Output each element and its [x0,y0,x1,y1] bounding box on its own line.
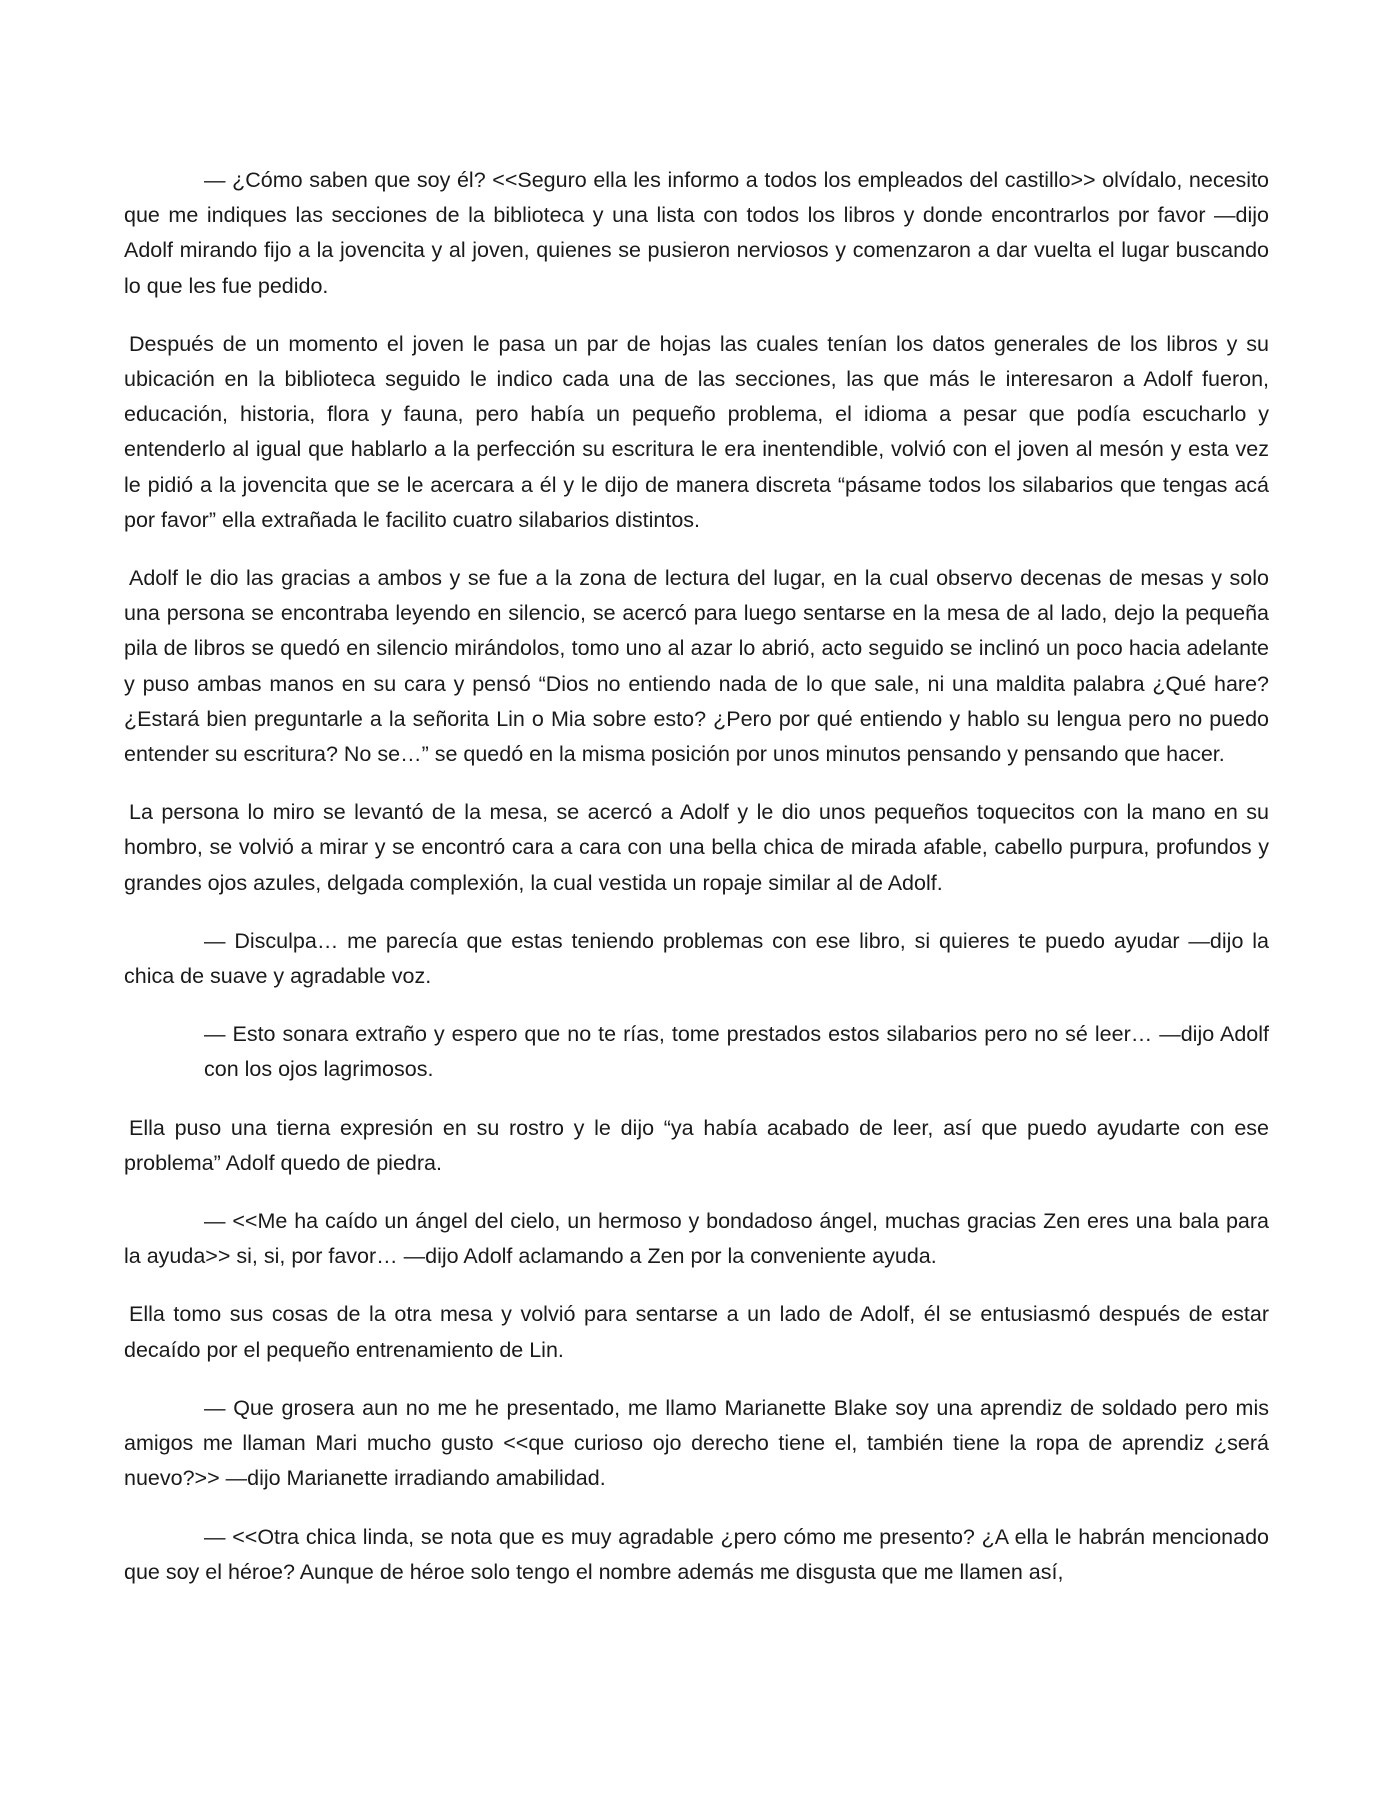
paragraph-dialogue-6: — <<Otra chica linda, se nota que es muy agradable ¿pero cómo me presento? ¿A ella le habrán mencionado que soy el héroe? Aunque de héroe solo tengo el nombre además me disgusta que me llamen así, [124,1524,1269,1584]
paragraph-narration-5: Ella tomo sus cosas de la otra mesa y volvió para sentarse a un lado de Adolf, él se entusiasmó después de estar decaído por el pequeño entrenamiento de Lin. [124,1302,1269,1362]
paragraph-narration-3: La persona lo miro se levantó de la mesa, se acercó a Adolf y le dio unos pequeños toquecitos con la mano en su hombro, se volvió a mirar y se encontró cara a cara con una bella chica de mirada afable, cabello purpura, profundos y grandes ojos azules, delgada complexión, la cual vestida un ropaje similar al de Adolf. [124,800,1269,895]
paragraph-dialogue-5: — Que grosera aun no me he presentado, me llamo Marianette Blake soy una aprendiz de soldado pero mis amigos me llaman Mari mucho gusto <<que curioso ojo derecho tiene el, también tiene la ropa de aprendiz ¿será nuevo?>> —dijo Marianette irradiando amabilidad. [124,1395,1269,1491]
paragraph-dialogue-3: — Esto sonara extraño y espero que no te rías, tome prestados estos silabarios pero no sé leer… —dijo Adolf con los ojos lagrimosos. [204,1022,1269,1082]
paragraph-dialogue-4: — <<Me ha caído un ángel del cielo, un hermoso y bondadoso ángel, muchas gracias Zen eres una bala para la ayuda>> si, si, por favor… —dijo Adolf aclamando a Zen por la conveniente ayuda. [124,1209,1269,1269]
paragraph-narration-2: Adolf le dio las gracias a ambos y se fue a la zona de lectura del lugar, en la cual observo decenas de mesas y solo una persona se encontraba leyendo en silencio, se acercó para luego sentarse en la mesa de al lado, dejo la pequeña pila de libros se quedó en silencio mirándolos, tomo uno al azar lo abrió, acto seguido se inclinó un poco hacia adelante y puso ambas manos en su cara y pensó “Dios no entiendo nada de lo que sale, ni una maldita palabra ¿Qué hare? ¿Estará bien preguntarle a la señorita Lin o Mia sobre esto? ¿Pero por qué entiendo y hablo su lengua pero no puedo entender su escritura? No se…” se quedó en la misma posición por unos minutos pensando y pensando que hacer. [124,566,1269,767]
paragraph-narration-1: Después de un momento el joven le pasa un par de hojas las cuales tenían los datos generales de los libros y su ubicación en la biblioteca seguido le indico cada una de las secciones, las que más le interesaron a Adolf fueron, educación, historia, flora y fauna, pero había un pequeño problema, el idioma a pesar que podía escucharlo y entenderlo al igual que hablarlo a la perfección su escritura le era inentendible, volvió con el joven al mesón y esta vez le pidió a la jovencita que se le acercara a él y le dijo de manera discreta “pásame todos los silabarios que tengas acá por favor” ella extrañada le facilito cuatro silabarios distintos. [124,331,1269,532]
paragraph-dialogue-1: — ¿Cómo saben que soy él? <<Seguro ella les informo a todos los empleados del castillo>> olvídalo, necesito que me indiques las secciones de la biblioteca y una lista con todos los libros y donde encontrarlos por favor —dijo Adolf mirando fijo a la jovencita y al joven, quienes se pusieron nerviosos y comenzaron a dar vuelta el lugar buscando lo que les fue pedido. [124,168,1269,298]
paragraph-dialogue-2: — Disculpa… me parecía que estas teniendo problemas con ese libro, si quieres te puedo ayudar —dijo la chica de suave y agradable voz. [124,928,1269,989]
paragraph-narration-4: Ella puso una tierna expresión en su rostro y le dijo “ya había acabado de leer, así que puedo ayudarte con ese problema” Adolf quedo de piedra. [124,1115,1269,1175]
document-body [124,163,1269,1613]
